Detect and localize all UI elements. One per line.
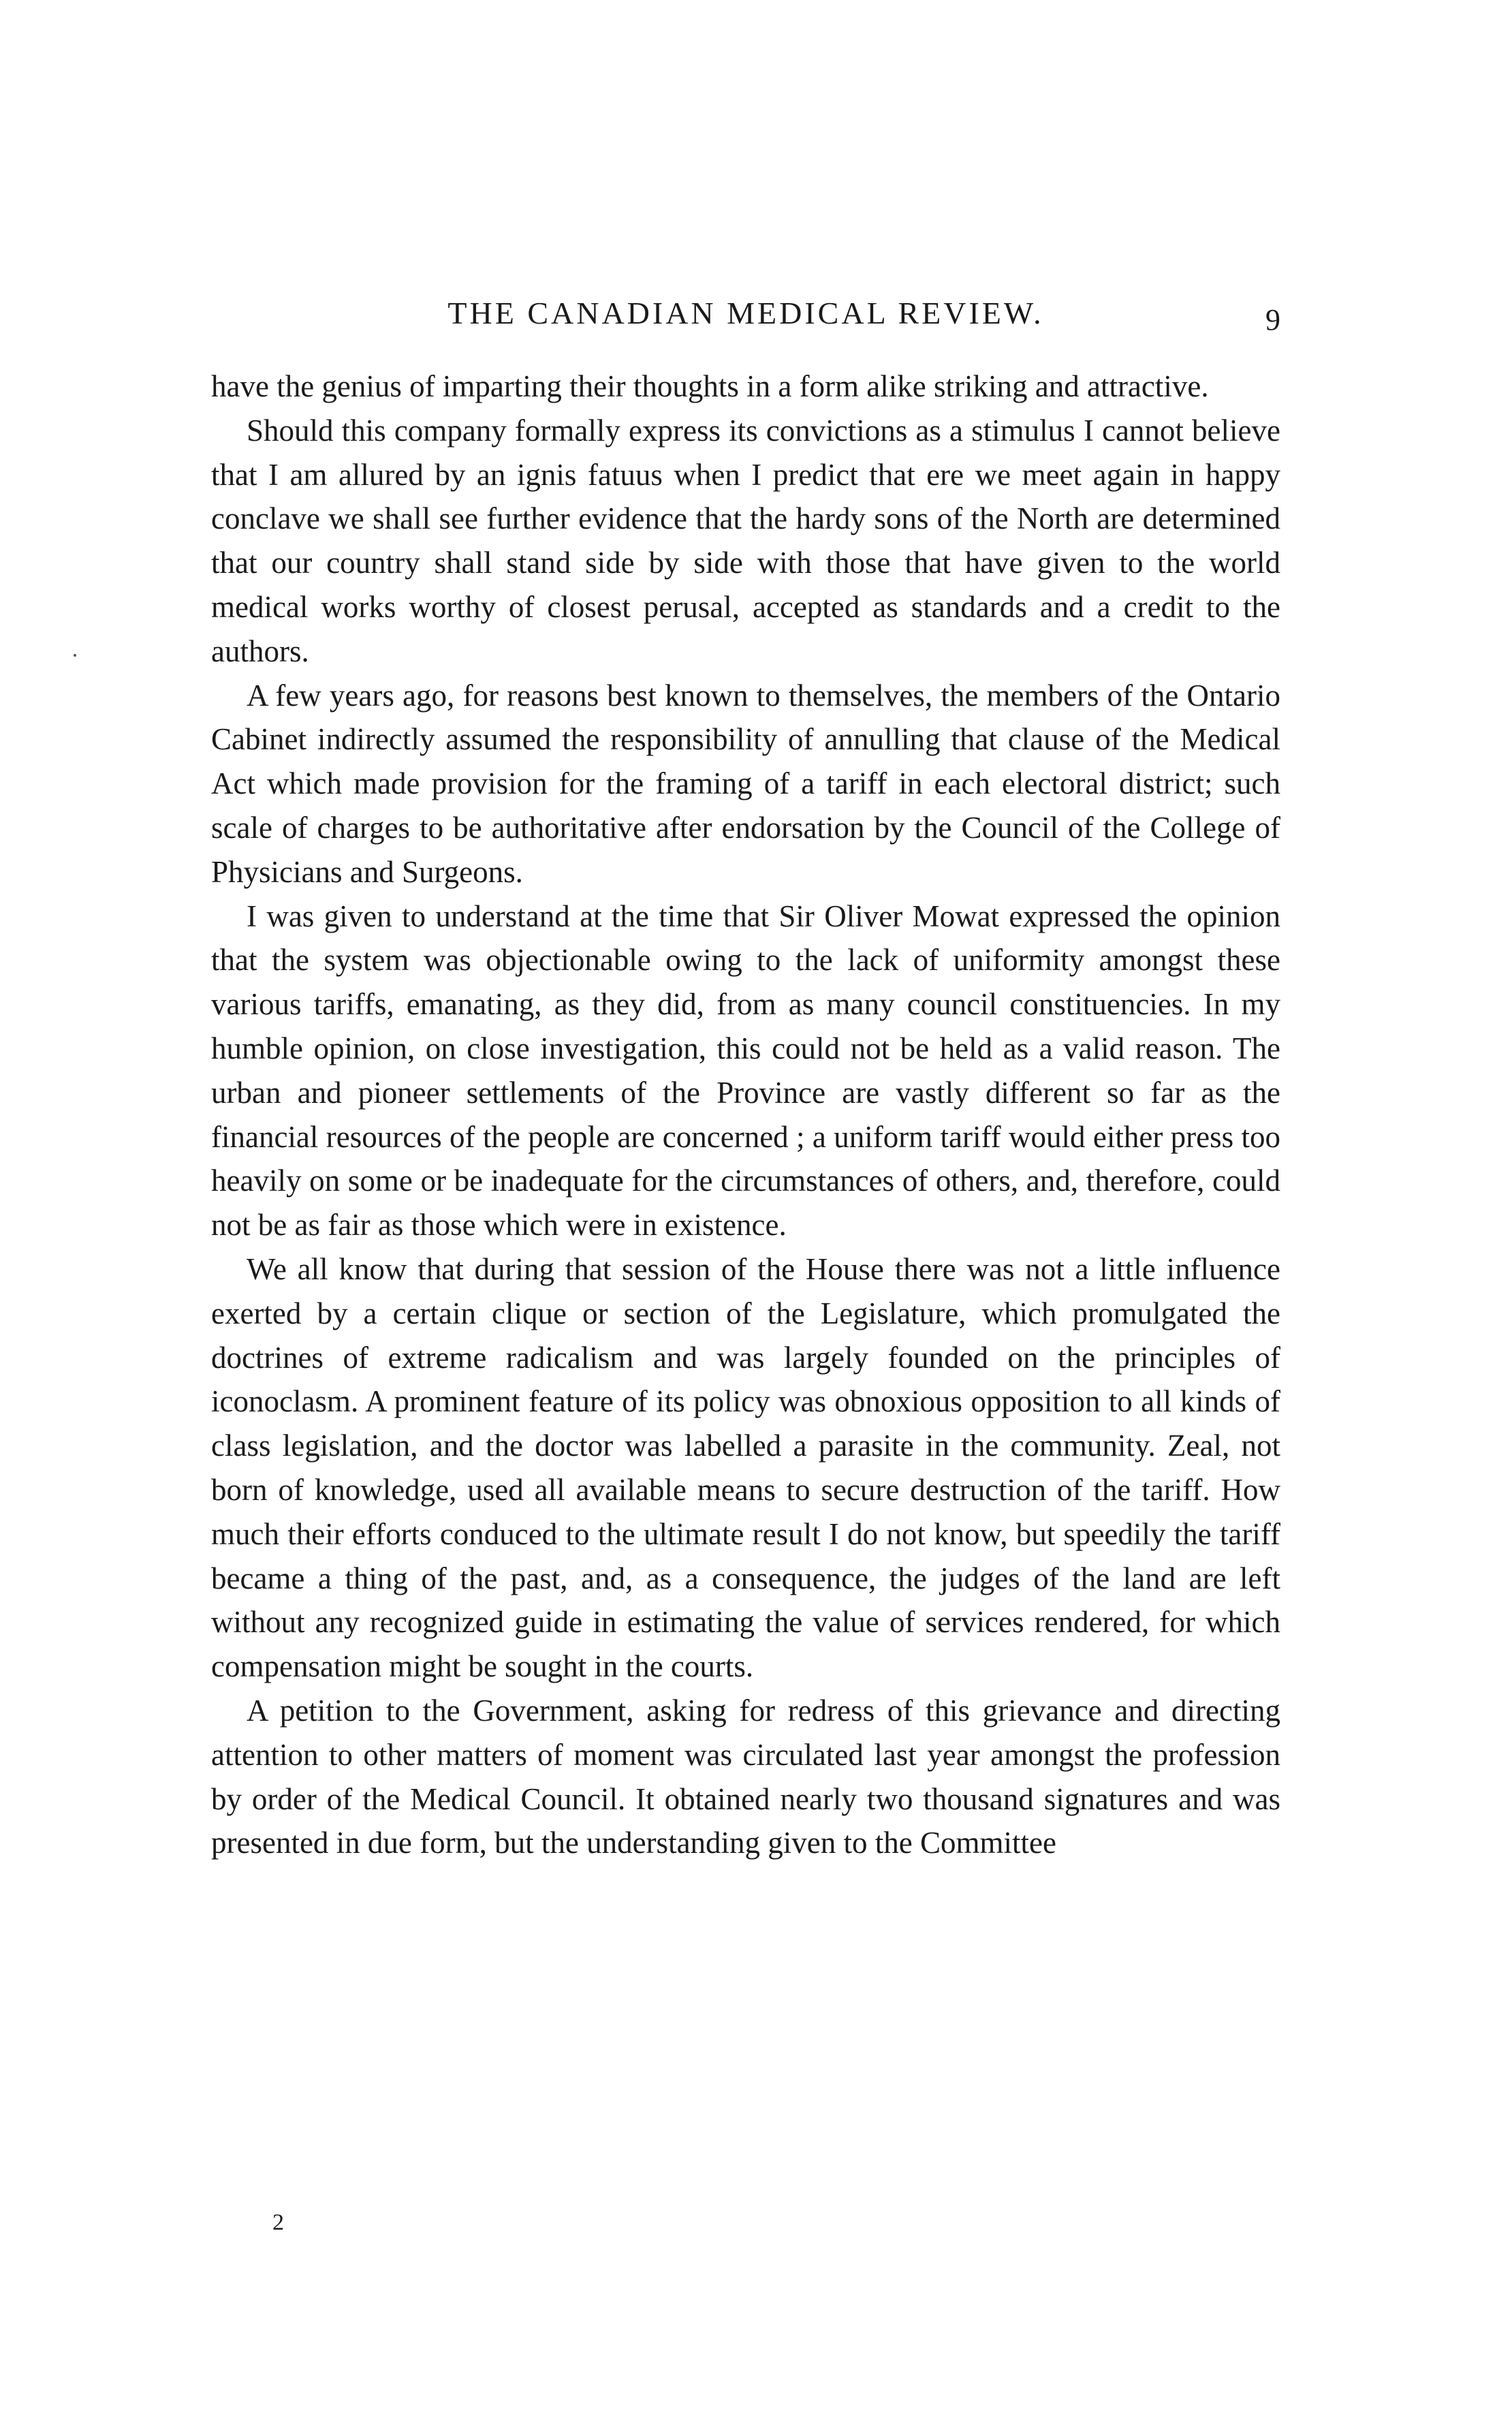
paragraph: A petition to the Government, asking for redress of this grievance and directing attention to other matters of moment was circulated last year amongst the profession by order of the Medical Council. It obtained nearly two thousand signatures and was presented in due form, but the understanding given to the Committee: [211, 1693, 1280, 1860]
paragraph: A few years ago, for reasons best known to themselves, the members of the Ontario Cabinet indirectly assumed the responsibility of annulling that clause of the Medical Act which made provision for the framing of a tariff in each electoral district; such scale of charges to be authoritative after endorsation by the Council of the College of Physicians and Surgeons.: [211, 678, 1280, 889]
paragraph-continuation: have the genius of imparting their thoughts in a form alike striking and attractive.: [211, 369, 1209, 403]
stray-ink-mark: [74, 654, 76, 657]
paragraph: We all know that during that session of the House there was not a little influence exerted by a certain clique or section of the Legislature, which promulgated the doctrines of extreme radicalism and was largely founded on the principles of iconoclasm. A prominent feature of its policy was obnoxious opposition to all kinds of class legislation, and the doctor was labelled a parasite in the community. Zeal, not born of knowledge, used all available means to secure destruction of the tariff. How much their efforts conduced to the ultimate result I do not know, but speedily the tariff became a thing of the past, and, as a consequence, the judges of the land are left without any recognized guide in estimating the value of services rendered, for which compensation might be sought in the courts.: [211, 1251, 1280, 1684]
page-number: 9: [1265, 303, 1280, 337]
body-text: [211, 364, 1280, 1865]
running-title: THE CANADIAN MEDICAL REVIEW.: [447, 296, 1044, 330]
paragraph: I was given to understand at the time that Sir Oliver Mowat expressed the opinion that the system was objectionable owing to the lack of uniformity amongst these various tariffs, emanating, as they did, from as many council constituencies. In my humble opinion, on close investigation, this could not be held as a valid reason. The urban and pioneer settlements of the Province are vastly different so far as the financial resources of the people are concerned ; a uniform tariff would either press too heavily on some or be inadequate for the circumstances of others, and, therefore, could not be as fair as those which were in existence.: [211, 899, 1280, 1243]
running-head: [211, 290, 1280, 337]
signature-mark: 2: [272, 2210, 284, 2235]
paragraph: Should this company formally express its convictions as a stimulus I cannot believe that I am allured by an ignis fatuus when I predict that ere we meet again in happy conclave we shall see further evidence that the hardy sons of the North are determined that our country shall stand side by side with those that have given to the world medical works worthy of closest perusal, accepted as standards and a credit to the authors.: [211, 413, 1280, 668]
